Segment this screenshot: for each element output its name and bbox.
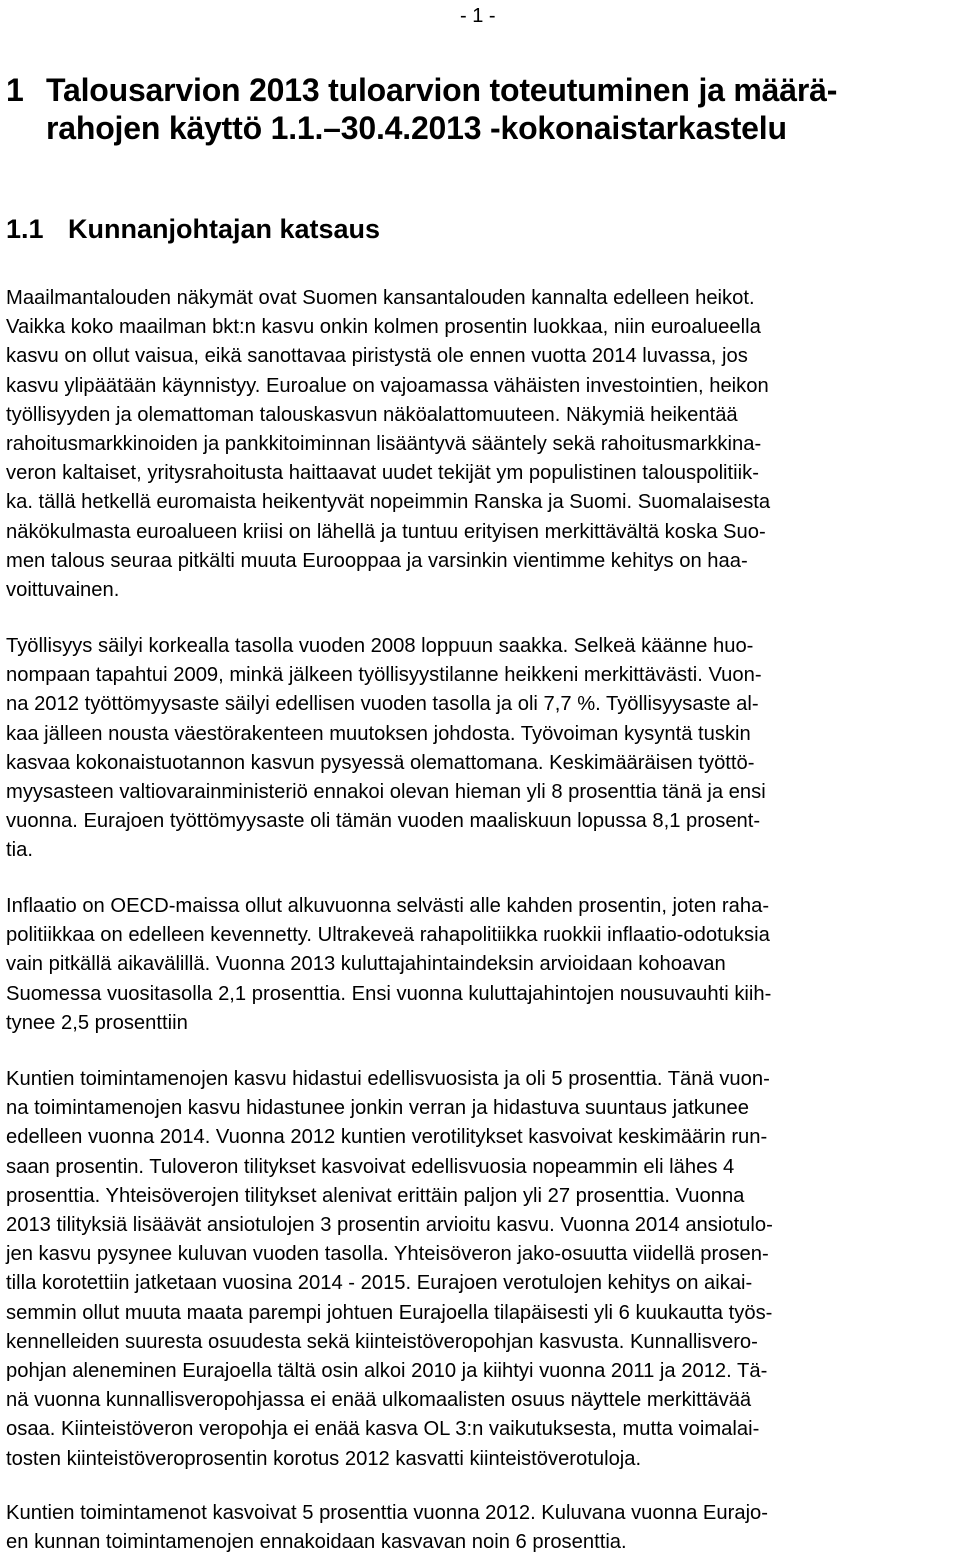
paragraph-line: tosten kiinteistöveroprosentin korotus 2012 kasvatti kiinteistöverotuloja. [6, 1447, 642, 1470]
paragraph-line: en kunnan toimintamenojen ennakoidaan kasvavan noin 6 prosenttia. [6, 1531, 627, 1554]
paragraph-line: semmin ollut muuta maata parempi johtuen Eurajoella tilapäisesti yli 6 kuukautta työs- [6, 1301, 773, 1324]
paragraph-municipal-finances [6, 1065, 773, 1474]
paragraph-line: työllisyyden ja olemattoman talouskasvun näköalattomuuteen. Näkymiä heikentää [6, 403, 738, 426]
paragraph-line: politiikkaa on edelleen kevennetty. Ultrakeveä rahapolitiikka ruokkii inflaatio-odotuksia [6, 924, 770, 947]
section-heading-text: Kunnanjohtajan katsaus [68, 214, 381, 244]
paragraph-line: Suomessa vuositasolla 2,1 prosenttia. Ensi vuonna kuluttajahintojen nousuvauhti kiih- [6, 982, 772, 1005]
main-heading-text-2: rahojen käyttö 1.1.–30.4.2013 -kokonaistarkastelu [46, 110, 787, 146]
paragraph-line: men talous seuraa pitkälti muuta Eurooppaa ja varsinkin vientimme kehitys on haa- [6, 549, 748, 572]
paragraph-line: osaa. Kiinteistöveron veropohja ei enää kasva OL 3:n vaikutuksesta, mutta voimalai- [6, 1418, 760, 1441]
paragraph-line: kennelleiden suuresta osuudesta sekä kiinteistöveropohjan kasvusta. Kunnallisvero- [6, 1330, 758, 1353]
paragraph-line: na 2012 työttömyysaste säilyi edellisen vuoden tasolla ja oli 7,7 %. Työllisyysaste al- [6, 693, 759, 716]
page-number: - 1 - [460, 5, 496, 27]
paragraph-line: Maailmantalouden näkymät ovat Suomen kansantalouden kannalta edelleen heikot. [6, 287, 755, 309]
paragraph-line: na toimintamenojen kasvu hidastunee jonkin verran ja hidastuva suuntaus jatkunee [6, 1097, 749, 1120]
paragraph-line: myysasteen valtiovarainministeriö ennakoi olevan hieman yli 8 prosenttia tänä ja ensi [6, 781, 766, 804]
paragraph-line: saan prosentin. Tuloveron tilitykset kasvoivat edellisvuosia nopeammin eli lähes 4 [6, 1155, 735, 1178]
main-heading-line-2 [6, 109, 837, 147]
paragraph-employment [6, 632, 766, 866]
paragraph-economy [6, 284, 770, 605]
paragraph-line: Inflaatio on OECD-maissa ollut alkuvuonna selvästi alle kahden prosentin, joten raha- [6, 895, 770, 917]
main-heading-number: 1 [6, 72, 24, 108]
paragraph-line: kaa jälleen nousta väestörakenteen muutoksen johdosta. Työvoiman kysyntä tuskin [6, 722, 751, 745]
paragraph-line: pohjan aleneminen Eurajoella tältä osin alkoi 2010 ja kiihtyi vuonna 2011 ja 2012. Tä- [6, 1360, 768, 1383]
section-heading [6, 212, 380, 246]
paragraph-operating-expenses [6, 1499, 768, 1557]
paragraph-line: veron kaltaiset, yritysrahoitusta haittaavat uudet tekijät ym populistinen talouspolitiik- [6, 462, 759, 485]
paragraph-line: näkökulmasta euroalueen kriisi on lähellä ja tuntuu erityisen merkittävältä koska Suo- [6, 520, 766, 543]
paragraph-line: kasvu ylipäätään käynnistyy. Euroalue on vajoamassa vähäisten investointien, heikon [6, 374, 769, 397]
main-heading-text-1: Talousarvion 2013 tuloarvion toteutuminen ja määrä- [46, 72, 838, 108]
paragraph-line: Kuntien toimintamenojen kasvu hidastui edellisvuosista ja oli 5 prosenttia. Tänä vuon- [6, 1068, 770, 1090]
paragraph-line: nompaan tapahtui 2009, minkä jälkeen työllisyystilanne heikkeni merkittävästi. Vuon- [6, 664, 762, 687]
section-heading-number: 1.1 [6, 214, 44, 244]
paragraph-line: jen kasvu pysynee kuluvan vuoden tasolla. Yhteisöveron jako-osuutta viidellä prosen- [6, 1243, 769, 1266]
paragraph-line: Vaikka koko maailman bkt:n kasvu onkin kolmen prosentin luokkaa, niin euroalueella [6, 316, 761, 339]
paragraph-line: kasvu on ollut vaisua, eikä sanottavaa piristystä ole ennen vuotta 2014 luvassa, jos [6, 345, 748, 368]
paragraph-line: vuonna. Eurajoen työttömyysaste oli tämän vuoden maaliskuun lopussa 8,1 prosent- [6, 810, 761, 833]
main-heading [6, 71, 837, 147]
paragraph-line: prosenttia. Yhteisöverojen tilitykset alenivat erittäin paljon yli 27 prosenttia. Vuonna [6, 1184, 745, 1207]
paragraph-line: tilla korotettiin jatketaan vuosina 2014 - 2015. Eurajoen verotulojen kehitys on aikai- [6, 1272, 753, 1295]
paragraph-line: kasvaa kokonaistuotannon kasvun pysyessä olemattomana. Keskimääräisen työttö- [6, 751, 755, 774]
paragraph-line: Kuntien toimintamenot kasvoivat 5 prosenttia vuonna 2012. Kuluvana vuonna Eurajo- [6, 1502, 769, 1524]
paragraph-line: vain pitkällä aikavälillä. Vuonna 2013 kuluttajahintaindeksin arvioidaan kohoavan [6, 953, 726, 976]
paragraph-line: 2013 tilityksiä lisäävät ansiotulojen 3 prosentin arvioitu kasvu. Vuonna 2014 ansiotulo- [6, 1214, 773, 1237]
paragraph-line: nä vuonna kunnallisveropohjassa ei enää ulkomaalisten osuus näyttele merkittävää [6, 1389, 752, 1412]
paragraph-line: voittuvainen. [6, 579, 120, 602]
main-heading-line-1 [6, 71, 837, 109]
paragraph-line: tynee 2,5 prosenttiin [6, 1011, 188, 1034]
paragraph-line: edelleen vuonna 2014. Vuonna 2012 kuntien verotilitykset kasvoivat keskimäärin run- [6, 1126, 768, 1149]
paragraph-line: Työllisyys säilyi korkealla tasolla vuoden 2008 loppuun saakka. Selkeä käänne huo- [6, 635, 754, 657]
paragraph-inflation [6, 892, 771, 1038]
paragraph-line: tia. [6, 839, 33, 862]
paragraph-line: rahoitusmarkkinoiden ja pankkitoiminnan lisääntyvä sääntely sekä rahoitusmarkkina- [6, 433, 762, 456]
paragraph-line: ka. tällä hetkellä euromaista heikentyvät nopeimmin Ranska ja Suomi. Suomalaisesta [6, 491, 771, 514]
